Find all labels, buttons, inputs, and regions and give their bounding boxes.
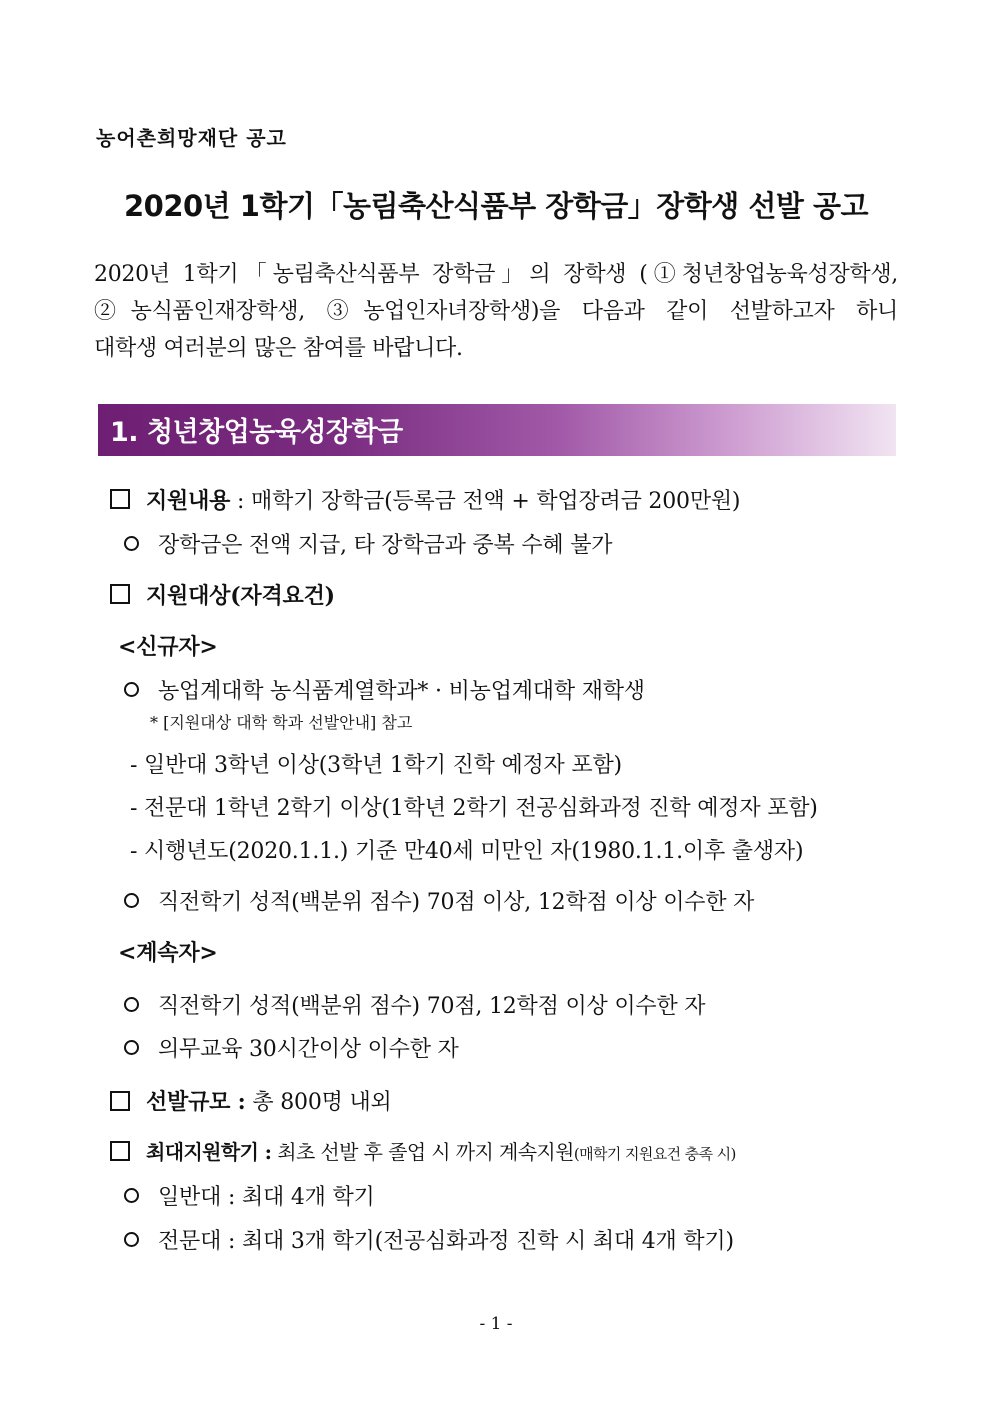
bullet-circle-icon — [124, 536, 139, 551]
page-number: - 1 - — [479, 1314, 513, 1334]
checkbox-square-icon — [110, 1141, 130, 1161]
continuing-bullet: 의무교육 30시간이상 이수한 자 — [158, 1037, 459, 1062]
support-bullet: 장학금은 전액 지급, 타 장학금과 중복 수혜 불가 — [158, 533, 613, 558]
support-text: : 매학기 장학금(등록금 전액 + 학업장려금 200만원) — [237, 489, 741, 514]
max-term-text: 최초 선발 후 졸업 시 까지 계속지원 — [277, 1140, 574, 1164]
bullet-circle-icon — [124, 1040, 139, 1055]
bullet-circle-icon — [124, 1232, 139, 1247]
max-term-bullet: 일반대 : 최대 4개 학기 — [158, 1185, 375, 1210]
bullet-circle-icon — [124, 997, 139, 1012]
new-dash-item: - 전문대 1학년 2학기 이상(1학년 2학기 전공심화과정 진학 예정자 포함) — [130, 796, 818, 821]
scale-text: 총 800명 내외 — [252, 1090, 392, 1115]
max-term-note: (매학기 지원요건 충족 시) — [573, 1145, 736, 1163]
intro-line: 대학생 여러분의 많은 참여를 바랍니다. — [94, 336, 463, 361]
bullet-circle-icon — [124, 893, 139, 908]
new-dash-item: - 일반대 3학년 이상(3학년 1학기 진학 예정자 포함) — [130, 753, 622, 778]
max-term-bullet: 전문대 : 최대 3개 학기(전공심화과정 진학 시 최대 4개 학기) — [158, 1229, 734, 1254]
section-heading: 1. 청년창업농육성장학금 — [110, 417, 403, 448]
page-title: 2020년 1학기「농림축산식품부 장학금」장학생 선발 공고 — [123, 189, 869, 223]
new-bullet: 직전학기 성적(백분위 점수) 70점 이상, 12학점 이상 이수한 자 — [158, 890, 755, 915]
reference-note: * [지원대상 대학 학과 선발안내] 참고 — [150, 713, 413, 732]
intro-line: 2020년 1학기「농림축산식품부 장학금」의 장학생 (①청년창업농육성장학생, — [94, 262, 898, 287]
checkbox-square-icon — [110, 1091, 130, 1111]
max-term-label: 최대지원학기 : — [146, 1140, 272, 1164]
scale-row — [146, 1085, 392, 1116]
scale-label: 선발규모 : — [146, 1089, 246, 1115]
eligibility-label-text: 지원대상(자격요건) — [146, 583, 335, 609]
max-term-row — [146, 1136, 736, 1165]
checkbox-square-icon — [110, 489, 130, 509]
new-dash-item: - 시행년도(2020.1.1.) 기준 만40세 미만인 자(1980.1.1.이후 출생자) — [130, 839, 804, 864]
new-applicant-label — [118, 630, 218, 661]
continuing-label — [118, 936, 218, 967]
continuing-label-text: <계속자> — [118, 940, 218, 966]
checkbox-square-icon — [110, 584, 130, 604]
bullet-circle-icon — [124, 682, 139, 697]
intro-paragraph — [94, 256, 898, 367]
bullet-circle-icon — [124, 1188, 139, 1203]
eligibility-label — [146, 579, 335, 610]
continuing-bullet: 직전학기 성적(백분위 점수) 70점, 12학점 이상 이수한 자 — [158, 994, 706, 1019]
new-bullet: 농업계대학 농식품계열학과* · 비농업계대학 재학생 — [158, 679, 645, 704]
org-name: 농어촌희망재단 공고 — [96, 126, 287, 150]
intro-line: ②농식품인재장학생, ③농업인자녀장학생)을 다음과 같이 선발하고자 하니 — [94, 299, 898, 324]
support-label: 지원내용 — [146, 488, 231, 514]
support-row — [146, 484, 740, 515]
new-applicant-label-text: <신규자> — [118, 634, 218, 660]
